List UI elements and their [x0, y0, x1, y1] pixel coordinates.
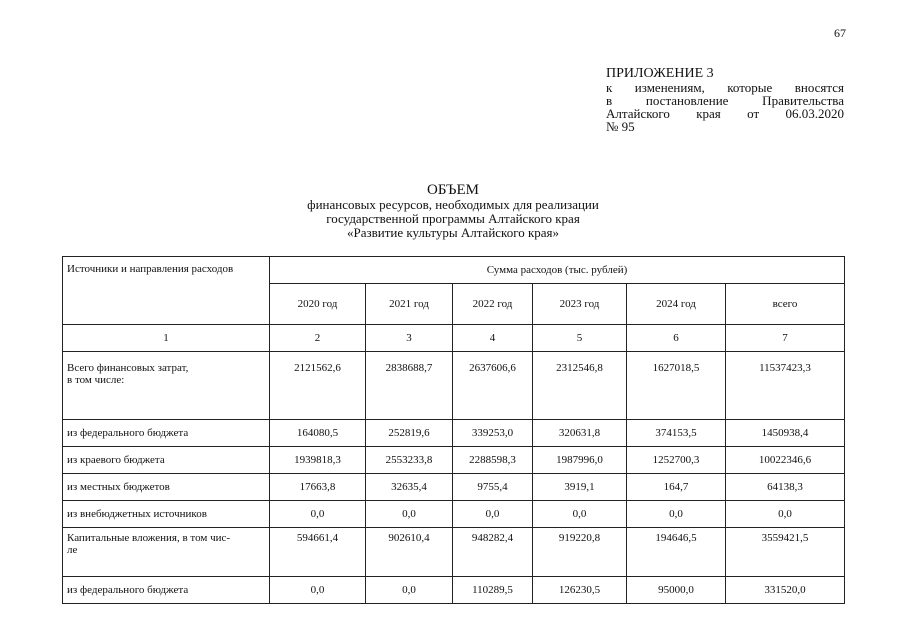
heading-line: «Развитие культуры Алтайского края» [346, 225, 560, 240]
source-header: Источники и направления расходов [63, 257, 270, 325]
column-number: 2 [270, 325, 366, 352]
year-header: 2020 год [270, 284, 366, 325]
year-header: 2024 год [627, 284, 726, 325]
row-label: из краевого бюджета [63, 447, 270, 474]
total-header: всего [726, 284, 845, 325]
value-cell: 17663,8 [270, 474, 366, 501]
value-cell: 948282,4 [453, 528, 533, 577]
document-heading [200, 183, 706, 240]
value-cell: 2312546,8 [533, 352, 627, 420]
row-label: из внебюджетных источников [63, 501, 270, 528]
value-cell: 0,0 [366, 577, 453, 604]
header-row [63, 257, 845, 284]
appendix-title: ПРИЛОЖЕНИЕ 3 [606, 66, 714, 81]
value-cell: 2553233,8 [366, 447, 453, 474]
total-cell: 0,0 [726, 501, 845, 528]
column-number: 3 [366, 325, 453, 352]
heading-title: ОБЪЕМ [427, 182, 479, 198]
row-label-line: в том числе: [67, 374, 125, 386]
row-label-line: Всего финансовых затрат, [67, 362, 189, 374]
table-row [63, 420, 845, 447]
finance-table [62, 256, 845, 604]
total-cell: 331520,0 [726, 577, 845, 604]
column-number: 6 [627, 325, 726, 352]
value-cell: 2637606,6 [453, 352, 533, 420]
table-row [63, 577, 845, 604]
appendix-line: Алтайского края от 06.03.2020 [606, 106, 844, 121]
row-label: из местных бюджетов [63, 474, 270, 501]
total-cell: 10022346,6 [726, 447, 845, 474]
table-row [63, 528, 845, 577]
appendix-line: к изменениям, которые вносятся [606, 80, 844, 95]
column-number: 1 [63, 325, 270, 352]
column-number: 4 [453, 325, 533, 352]
value-cell: 9755,4 [453, 474, 533, 501]
value-cell: 320631,8 [533, 420, 627, 447]
value-cell: 110289,5 [453, 577, 533, 604]
appendix-block [606, 67, 844, 133]
value-cell: 0,0 [533, 501, 627, 528]
value-cell: 164,7 [627, 474, 726, 501]
table-row [63, 501, 845, 528]
total-cell: 1450938,4 [726, 420, 845, 447]
value-cell: 2121562,6 [270, 352, 366, 420]
value-cell: 339253,0 [453, 420, 533, 447]
column-number-row [63, 325, 845, 352]
value-cell: 374153,5 [627, 420, 726, 447]
value-cell: 0,0 [627, 501, 726, 528]
heading-line: финансовых ресурсов, необходимых для реализации [307, 197, 599, 212]
heading-line: государственной программы Алтайского края [326, 211, 580, 226]
sum-header: Сумма расходов (тыс. рублей) [270, 257, 845, 284]
value-cell: 0,0 [270, 577, 366, 604]
value-cell: 594661,4 [270, 528, 366, 577]
appendix-line: в постановление Правительства [606, 93, 844, 108]
total-cell: 3559421,5 [726, 528, 845, 577]
row-label-line: Капитальные вложения, в том чис- [67, 532, 231, 544]
row-label [63, 352, 270, 420]
year-header: 2022 год [453, 284, 533, 325]
value-cell: 3919,1 [533, 474, 627, 501]
year-header: 2023 год [533, 284, 627, 325]
value-cell: 2838688,7 [366, 352, 453, 420]
value-cell: 1987996,0 [533, 447, 627, 474]
value-cell: 194646,5 [627, 528, 726, 577]
column-number: 5 [533, 325, 627, 352]
value-cell: 2288598,3 [453, 447, 533, 474]
row-label-line: ле [67, 544, 78, 556]
value-cell: 919220,8 [533, 528, 627, 577]
total-cell: 64138,3 [726, 474, 845, 501]
value-cell: 164080,5 [270, 420, 366, 447]
value-cell: 32635,4 [366, 474, 453, 501]
year-header: 2021 год [366, 284, 453, 325]
value-cell: 1939818,3 [270, 447, 366, 474]
table-row [63, 352, 845, 420]
table-row [63, 474, 845, 501]
value-cell: 1252700,3 [627, 447, 726, 474]
value-cell: 0,0 [366, 501, 453, 528]
column-number: 7 [726, 325, 845, 352]
value-cell: 1627018,5 [627, 352, 726, 420]
total-cell: 11537423,3 [726, 352, 845, 420]
row-label: из федерального бюджета [63, 577, 270, 604]
value-cell: 902610,4 [366, 528, 453, 577]
table-row [63, 447, 845, 474]
row-label: из федерального бюджета [63, 420, 270, 447]
page-number: 67 [834, 26, 846, 40]
value-cell: 0,0 [453, 501, 533, 528]
row-label [63, 528, 270, 577]
value-cell: 252819,6 [366, 420, 453, 447]
value-cell: 95000,0 [627, 577, 726, 604]
value-cell: 0,0 [270, 501, 366, 528]
value-cell: 126230,5 [533, 577, 627, 604]
appendix-line: № 95 [606, 119, 635, 134]
